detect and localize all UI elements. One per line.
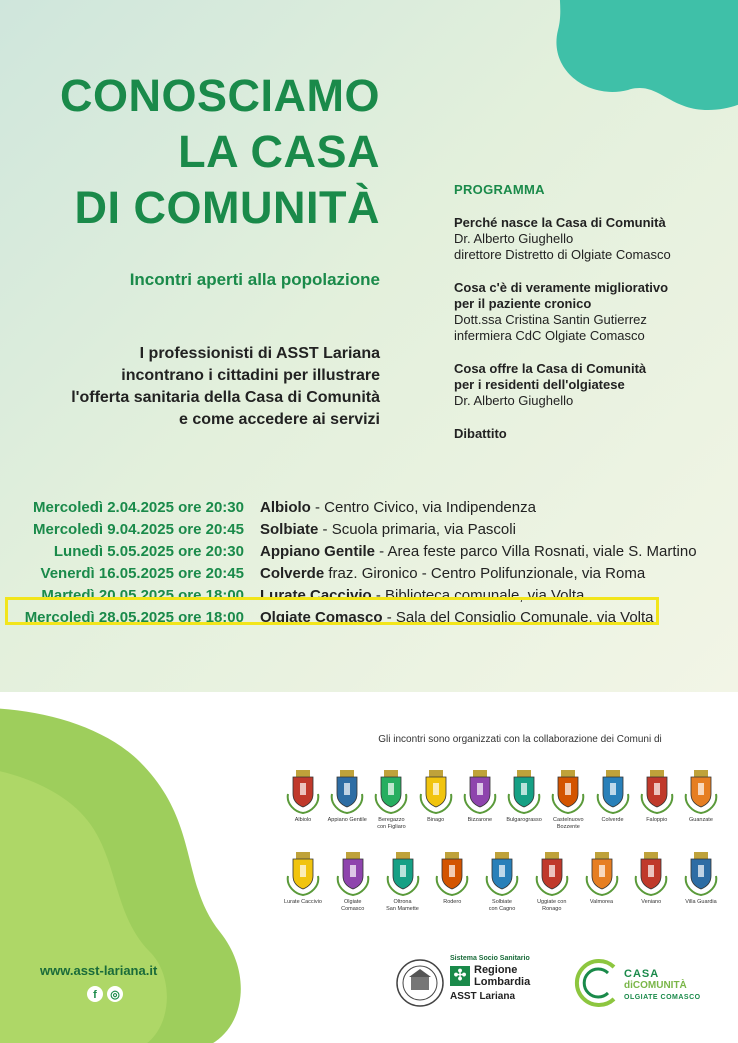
casa-c-icon	[568, 955, 622, 1011]
coat-of-arms-icon	[329, 768, 365, 814]
program-topic: Cosa c'è di veramente migliorativo	[454, 280, 669, 295]
comune-name: Lurate Caccivio	[284, 899, 322, 905]
schedule-location	[260, 541, 697, 563]
program-speaker: Dr. Alberto Giughello	[454, 231, 574, 246]
title-line: LA CASA	[178, 126, 380, 177]
coat-of-arms-icon	[484, 850, 520, 896]
coat-of-arms-icon	[683, 850, 719, 896]
title-line: CONOSCIAMO	[60, 70, 380, 121]
comune-crest	[630, 850, 672, 912]
schedule-date: Mercoledì 28.05.2025 ore 18:00	[24, 609, 244, 626]
collaboration-text: Gli incontri sono organizzati con la collaborazione dei Comuni di	[378, 734, 662, 745]
coat-of-arms-icon	[550, 768, 586, 814]
main-title	[60, 68, 380, 236]
comune-name: Olgiate Comasco	[341, 899, 365, 912]
intro-text	[71, 343, 380, 431]
schedule-row	[0, 519, 738, 541]
comune-crest	[431, 850, 473, 912]
coat-of-arms-icon	[385, 850, 421, 896]
casa-text: CASA	[624, 968, 660, 980]
comune-name: Faloppio	[646, 817, 668, 823]
coat-of-arms-icon	[434, 850, 470, 896]
coat-of-arms-icon	[506, 768, 542, 814]
schedule-detail: - Scuola primaria, via Pascoli	[318, 521, 516, 538]
comune-crest	[503, 768, 545, 830]
program-item	[454, 361, 734, 409]
comune-crest	[680, 850, 722, 912]
intro-line: I professionisti di ASST Lariana	[139, 345, 380, 362]
comune-name: Valmorea	[589, 899, 614, 905]
schedule-date: Lunedì 5.05.2025 ore 20:30	[53, 543, 244, 560]
intro-line: e come accedere ai servizi	[178, 411, 380, 428]
coat-of-arms-icon	[633, 850, 669, 896]
lombardia-icon: ✣	[450, 966, 470, 986]
comune-crest	[636, 768, 678, 830]
program-topic: Perché nasce la Casa di Comunità	[454, 215, 666, 230]
teal-blob-decoration	[548, 0, 738, 140]
schedule-location	[260, 519, 516, 541]
comune-crest	[282, 768, 324, 830]
title-line: DI COMUNITÀ	[74, 182, 380, 233]
schedule-row	[0, 497, 738, 519]
schedule-date: Venerdì 16.05.2025 ore 20:45	[40, 565, 244, 582]
comune-name: Oltrona San Mamette	[386, 899, 419, 912]
comune-crest	[370, 768, 412, 830]
intro-line: l'offerta sanitaria della Casa di Comunità	[71, 389, 380, 406]
program-role: infermiera CdC Olgiate Comasco	[454, 328, 645, 343]
program-title: PROGRAMMA	[454, 182, 545, 197]
program-topic: per il paziente cronico	[454, 296, 592, 311]
region-name	[474, 964, 530, 988]
comune-crest	[326, 768, 368, 830]
comune-name: Castelnuovo Bozzente	[553, 817, 584, 830]
comune-name: Albiolo	[294, 817, 312, 823]
social-icons	[87, 986, 123, 1002]
coat-of-arms-icon	[418, 768, 454, 814]
comune-name: Binago	[427, 817, 445, 823]
schedule-place: Solbiate	[260, 521, 319, 538]
comune-name: Villa Guardia	[685, 899, 717, 905]
olgiate-text: OLGIATE COMASCO	[624, 994, 701, 1001]
comune-name: Guanzate	[689, 817, 713, 823]
schedule-location	[260, 563, 645, 585]
comunita-text: diCOMUNITÀ	[624, 980, 687, 991]
program-speaker: Dott.ssa Cristina Santin Gutierrez	[454, 312, 647, 327]
coat-of-arms-icon	[285, 850, 321, 896]
comune-crest	[332, 850, 374, 912]
schedule-row	[0, 541, 738, 563]
program-item	[454, 215, 734, 263]
program-item	[454, 426, 734, 442]
program-topic: Cosa offre la Casa di Comunità	[454, 361, 647, 376]
schedule-place: Appiano Gentile	[260, 543, 376, 560]
schedule-detail: fraz. Gironico - Centro Polifunzionale, via Roma	[324, 565, 646, 582]
comune-name: Uggiate con Ronago	[537, 899, 567, 912]
facebook-icon[interactable]: f	[87, 986, 103, 1002]
coat-of-arms-icon	[584, 850, 620, 896]
schedule-location	[260, 497, 536, 519]
schedule-detail: - Area feste parco Villa Rosnati, viale S. Martino	[375, 543, 697, 560]
highlight-box	[5, 597, 659, 625]
coat-of-arms-icon	[639, 768, 675, 814]
schedule-place: Colverde	[260, 565, 325, 582]
comune-name: Appiano Gentile	[327, 817, 367, 823]
comune-name: Beregazzo con Figliaro	[377, 817, 406, 830]
region-name-line: Lombardia	[474, 976, 531, 988]
comuni-crests	[282, 768, 722, 932]
comune-name: Rodero	[443, 899, 462, 905]
comune-name: Veniano	[641, 899, 662, 905]
comune-crest	[531, 850, 573, 912]
coat-of-arms-icon	[595, 768, 631, 814]
comune-crest	[282, 850, 324, 912]
comune-crest	[382, 850, 424, 912]
lime-blob-decoration	[0, 692, 300, 1043]
coat-of-arms-icon	[683, 768, 719, 814]
comune-crest	[680, 768, 722, 830]
comune-name: Bizzarone	[467, 817, 493, 823]
schedule-date: Martedì 20.05.2025 ore 18:00	[41, 587, 244, 604]
program-item	[454, 280, 734, 344]
program-role: direttore Distretto di Olgiate Comasco	[454, 247, 671, 262]
crest-row	[282, 768, 722, 830]
subtitle: Incontri aperti alla popolazione	[129, 270, 380, 289]
program-section	[454, 182, 734, 459]
instagram-icon[interactable]: ◎	[107, 986, 123, 1002]
comune-crest	[415, 768, 457, 830]
casa-comunita-logo	[568, 955, 738, 1011]
intro-line: incontrano i cittadini per illustrare	[121, 367, 380, 384]
region-system-text: Sistema Socio Sanitario	[450, 955, 530, 962]
schedule-detail: - Sala del Consiglio Comunale, via Volta	[382, 609, 654, 626]
asst-seal-logo	[395, 958, 445, 1008]
comune-name: Bulgarograsso	[506, 817, 542, 823]
schedule-place: Lurate Caccivio	[260, 587, 372, 604]
comune-crest	[459, 768, 501, 830]
comune-crest	[592, 768, 634, 830]
coat-of-arms-icon	[373, 768, 409, 814]
website-link[interactable]: www.asst-lariana.it	[40, 963, 158, 978]
coat-of-arms-icon	[285, 768, 321, 814]
comune-crest	[547, 768, 589, 830]
schedule-date: Mercoledì 9.04.2025 ore 20:45	[33, 521, 244, 538]
program-speaker: Dr. Alberto Giughello	[454, 393, 574, 408]
program-topic: Dibattito	[454, 426, 507, 441]
regione-lombardia-logo	[450, 955, 550, 1002]
schedule-place: Olgiate Comasco	[260, 609, 383, 626]
schedule-row	[0, 563, 738, 585]
comune-crest	[481, 850, 523, 912]
program-topic: per i residenti dell'olgiatese	[454, 377, 625, 392]
region-name-line: Regione	[474, 964, 518, 976]
comune-crest	[581, 850, 623, 912]
schedule-detail: - Centro Civico, via Indipendenza	[310, 499, 536, 516]
coat-of-arms-icon	[534, 850, 570, 896]
coat-of-arms-icon	[335, 850, 371, 896]
crest-row	[282, 850, 722, 912]
schedule-place: Albiolo	[260, 499, 311, 516]
schedule-detail: - Biblioteca comunale, via Volta	[371, 587, 585, 604]
comune-name: Colverde	[601, 817, 624, 823]
comune-name: Solbiate con Cagno	[488, 899, 516, 912]
schedule-date: Mercoledì 2.04.2025 ore 20:30	[33, 499, 244, 516]
coat-of-arms-icon	[462, 768, 498, 814]
asst-name: ASST Lariana	[450, 991, 516, 1002]
